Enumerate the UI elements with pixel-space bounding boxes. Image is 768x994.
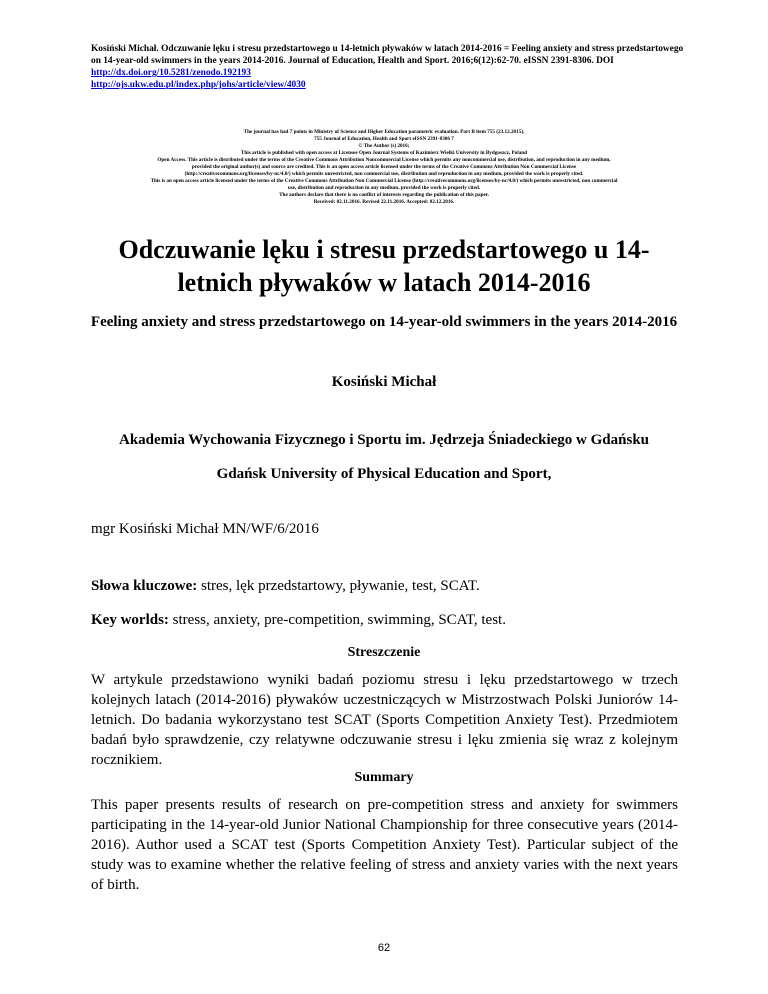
summary-text: This paper presents results of research on pre-competition stress and anxiety for swimmers participating in the 14-year-old Junior National Championship for three consecutive years (2014-2016). Author used a SCAT test (Sports Competition Anxiety Test). Particular subject of the study was to examine whether the relative feeling of stress and anxiety varies with the next years of birth. xyxy=(91,797,678,893)
summary-heading: Summary xyxy=(354,770,414,785)
keywords-english xyxy=(91,612,506,629)
author-degree-line: mgr Kosiński Michał MN/WF/6/2016 xyxy=(91,521,319,537)
journal-info-line: provided the original author(s) and source are credited. This is an open access article licensed under the terms of the Creative Commons Attribution Non Commercial License xyxy=(191,164,577,170)
journal-info-line: The journal has had 7 points in Ministry of Science and Higher Education parametric evaluation. Part B item 755 (23.12.2015). xyxy=(243,129,525,135)
journal-info-line: © The Author (s) 2016; xyxy=(358,143,410,149)
journal-info-block xyxy=(60,129,708,206)
journal-info-line: use, distribution and reproduction in any medium, provided the work is properly cited. xyxy=(287,185,481,191)
citation-text: Kosiński Michał. Odczuwanie lęku i stresu przedstartowego u 14-letnich pływaków w latach 2014-2016 = Feeling anxiety and stress przedstartowego on 14-year-old swimmers in the years 2014-2016. Journal of Education, Health and Sport. 2016;6(12):62-70. eISSN 2391-8306. DOI xyxy=(91,44,684,66)
streszczenie-text: W artykule przedstawiono wyniki badań poziomu stresu i lęku przedstartowego w trzech kolejnych latach (2014-2016) pływaków uczestniczących w Mistrzostwach Polski Juniorów 14-letnich. Do badania wykorzystano test SCAT (Sports Competition Anxiety Test). Przedmiotem badań było sprawdzenie, czy relatywne odczuwanie stresu i lęku zmienia się wraz z kolejnym rocznikiem. xyxy=(91,672,678,768)
page-number: 62 xyxy=(377,942,391,954)
journal-info-line: This is an open access article licensed under the terms of the Creative Commons Attribution Non Commercial License (http://creativecommons.org/licenses/by-nc/4.0/) which permits unrestricted, non commercial xyxy=(150,178,618,184)
journal-info-line: This article is published with open access at Licensee Open Journal Systems of Kazimierz Wielki University in Bydgoszcz, Poland xyxy=(240,150,528,156)
journal-info-line: Open Access. This article is distributed under the terms of the Creative Commons Attribution Noncommercial License which permits any noncommercial use, distribution, and reproduction in any medium, xyxy=(157,157,611,163)
journal-info-line: Received: 02.11.2016. Revised 22.11.2016. Accepted: 02.12.2016. xyxy=(313,199,455,205)
author-name: Kosiński Michał xyxy=(331,374,437,390)
journal-info-line: The authors declare that there is no conflict of interests regarding the publication of this paper. xyxy=(279,192,489,198)
keywords-polish-value: stres, lęk przedstartowy, pływanie, test, SCAT. xyxy=(197,578,480,594)
affiliation-polish: Akademia Wychowania Fizycznego i Sportu im. Jędrzeja Śniadeckiego w Gdańsku xyxy=(118,432,650,448)
keywords-polish xyxy=(91,578,480,595)
keywords-english-label: Key worlds: xyxy=(91,612,169,628)
keywords-polish-label: Słowa kluczowe: xyxy=(91,578,198,594)
paper-subtitle: Feeling anxiety and stress przedstartowego on 14-year-old swimmers in the years 2014-2016 xyxy=(90,314,678,330)
affiliation-english: Gdańsk University of Physical Education and Sport, xyxy=(216,466,552,482)
streszczenie-heading: Streszczenie xyxy=(347,645,421,660)
paper-title: Odczuwanie lęku i stresu przedstartowego u 14-letnich pływaków w latach 2014-2016 xyxy=(118,235,650,297)
citation-block xyxy=(91,43,691,91)
journal-info-line: 755 Journal of Education, Health and Sport eISSN 2391-8306 7 xyxy=(314,136,454,142)
keywords-english-value: stress, anxiety, pre-competition, swimming, SCAT, test. xyxy=(168,612,506,628)
journal-info-line: (http://creativecommons.org/licenses/by-nc/4.0/) which permits unrestricted, non commercial use, distribution and reproduction in any medium, provided the work is properly cited. xyxy=(184,171,584,177)
ojs-link[interactable]: http://ojs.ukw.edu.pl/index.php/johs/article/view/4030 xyxy=(91,80,306,90)
doi-link[interactable]: http://dx.doi.org/10.5281/zenodo.192193 xyxy=(91,68,251,78)
